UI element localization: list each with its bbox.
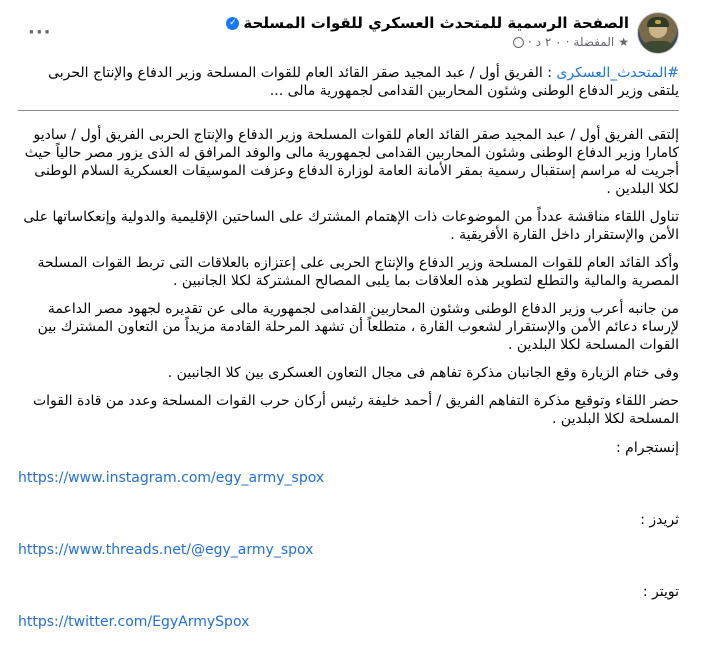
favorites-label[interactable]: المفضلة — [573, 35, 615, 49]
instagram-link[interactable]: https://www.instagram.com/egy_army_spox — [18, 470, 325, 486]
paragraph: حضر اللقاء وتوقيع مذكرة التفاهم الفريق / أحمد خليفة رئيس أركان حرب القوات المسلحة وعدد من قادة القوات المسلحة لكلا البلدين . — [32, 393, 679, 427]
paragraph: إلتقى الفريق أول / عبد المجيد صقر القائد العام للقوات المسلحة وزير الدفاع والإنتاج الحربى الفريق أول / ساديو كامارا وزير الدفاع الوطنى وشئون المحاربين القدامى لجمهورية مالى والوفد المرافق له الذى يزور مصر حالياً حيث أجريت له مراسم إستقبال رسمية بمقر الأمانة العامة لوزارة الدفاع وعزفت الموسيقات العسكرية السلام الوطنى لكلا البلدين . — [24, 127, 679, 197]
post-meta — [511, 35, 629, 49]
twitter-label: تويتر : — [642, 584, 679, 600]
threads-link[interactable]: https://www.threads.net/@egy_army_spox — [18, 542, 314, 558]
avatar-shoulders-shape — [640, 41, 676, 53]
paragraph: وأكد القائد العام للقوات المسلحة وزير الدفاع والإنتاج الحربى على إعتزازه بالعلاقات التى تربط القوات المسلحة المصرية والمالية والتطلع لتطوير هذه العلاقات بما يلبى المصالح المشتركة لكلا الجانبين . — [37, 255, 679, 289]
page-avatar[interactable] — [637, 12, 679, 54]
meta-separator: · — [527, 35, 532, 49]
instagram-label: إنستجرام : — [616, 440, 679, 456]
meta-separator: · — [565, 35, 570, 49]
post-headline — [18, 64, 679, 100]
verified-badge-icon: ✓ — [226, 17, 239, 30]
paragraph: من جانبه أعرب وزير الدفاع الوطنى وشئون المحاربين القدامى لجمهورية مالى عن تقديره لجهود مصر الداعمة لإرساء دعائم الأمن والإستقرار لشعوب القارة ، متطلعاً أن تشهد المرحلة القادمة مزيداً من التعاون المشترك بين القوات المسلحة لكلا البلدين . — [37, 301, 679, 353]
post-header — [0, 12, 701, 58]
page-name-link[interactable]: الصفحة الرسمية للمتحدث العسكري للقوات المسلحة — [243, 14, 629, 32]
headline-text: : الفريق أول / عبد المجيد صقر القائد العام للقوات المسلحة وزير الدفاع والإنتاج الحربى يلتقى وزير الدفاع الوطنى وشئون المحاربين القدامى لجمهورية مالى ... — [48, 65, 679, 99]
twitter-link[interactable]: https://twitter.com/EgyArmySpox — [18, 614, 250, 630]
paragraph: وفى ختام الزيارة وقع الجانبان مذكرة تفاهم فى مجال التعاون العسكرى بين كلا الجانبين . — [167, 365, 679, 381]
hashtag-link[interactable]: #المتحدث_العسكرى — [556, 65, 679, 81]
more-options-button[interactable]: ··· — [28, 22, 52, 43]
avatar-badge-shape — [655, 20, 661, 24]
post-timestamp[interactable]: ٠ ٢ د — [535, 35, 562, 49]
audience-globe-icon[interactable] — [513, 37, 524, 48]
threads-label: ثريدز : — [640, 512, 679, 528]
title-row — [222, 14, 629, 32]
text-divider — [18, 110, 679, 112]
favorites-star-icon: ★ — [618, 35, 629, 49]
post-body — [18, 64, 679, 654]
paragraph: تناول اللقاء مناقشة عدداً من الموضوعات ذات الإهتمام المشترك على الساحتين الإقليمية والدولية وإنعكاساتها على الأمن والإستقرار داخل القارة الأفريقية . — [23, 209, 679, 243]
